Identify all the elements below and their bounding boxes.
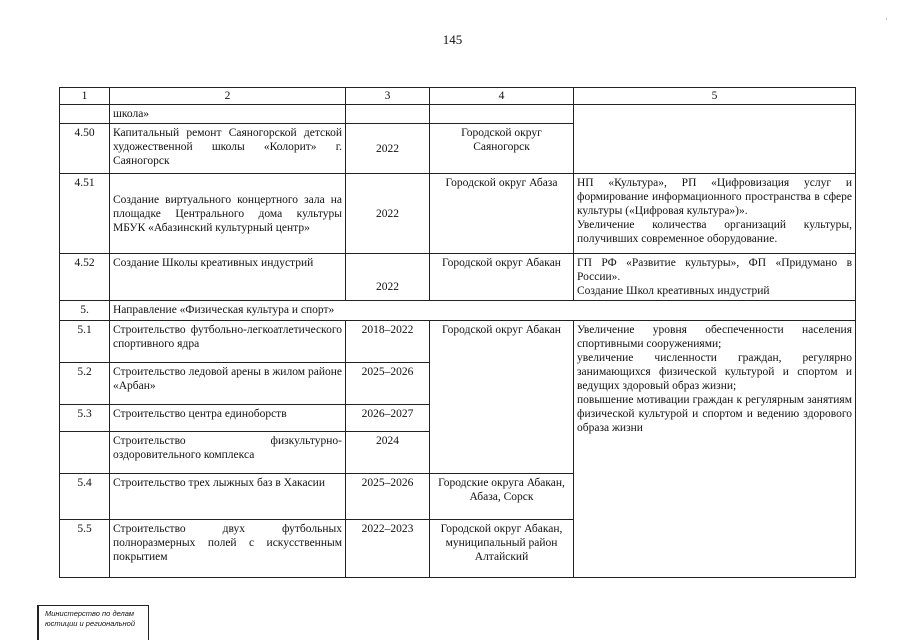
header-row [60, 88, 856, 105]
row-year: 2025–2026 [346, 474, 430, 520]
row-territory: Городской округ Абакан, муниципальный район Алтайский [430, 520, 574, 578]
row-name: Создание Школы креативных индустрий [110, 254, 346, 301]
row-name: Строительство футбольно-легкоатлетического спортивного ядра [110, 321, 346, 363]
plan-table [59, 87, 856, 578]
col-header-1: 1 [60, 88, 110, 105]
row-number: 5.5 [60, 520, 110, 578]
stamp-line-2: юстиции и региональной [45, 619, 136, 628]
row-year: 2022–2023 [346, 520, 430, 578]
row-number: 5.4 [60, 474, 110, 520]
registration-stamp [37, 605, 149, 640]
row-territory: Городской округ Саяногорск [430, 124, 574, 174]
row-year: 2025–2026 [346, 363, 430, 405]
section-row [60, 301, 856, 321]
row-year: 2022 [346, 124, 430, 174]
table-row [60, 321, 856, 363]
row-year: 2024 [346, 432, 430, 474]
row-name: Строительство двух футбольных полноразмерных полей с искусственным покрытием [110, 520, 346, 578]
row-year: 2022 [346, 254, 430, 301]
corner-mark: · [885, 14, 888, 24]
row-territory: Городской округ Абаза [430, 174, 574, 254]
col-header-3: 3 [346, 88, 430, 105]
section-title: Направление «Физическая культура и спорт» [110, 301, 856, 321]
row-name: Строительство ледовой арены в жилом районе «Арбан» [110, 363, 346, 405]
row-name: Строительство трех лыжных баз в Хакасии [110, 474, 346, 520]
row-number: 5.3 [60, 405, 110, 432]
col-header-4: 4 [430, 88, 574, 105]
row-name: Строительство физкультурно-оздоровительного комплекса [110, 432, 346, 474]
row-territory: Городской округ Абакан [430, 321, 574, 474]
col-header-5: 5 [574, 88, 856, 105]
row-name: Создание виртуального концертного зала на площадке Центрального дома культуры МБУК «Абазинский культурный центр» [110, 174, 346, 254]
row-number: 5.1 [60, 321, 110, 363]
row-year: 2018–2022 [346, 321, 430, 363]
section-number: 5. [60, 301, 110, 321]
row-number [60, 432, 110, 474]
table-row [60, 174, 856, 254]
row-name: Капитальный ремонт Саяногорской детской художественной школы «Колорит» г. Саяногорск [110, 124, 346, 174]
table-row [60, 105, 856, 124]
page-number: 145 [442, 32, 463, 47]
row-number: 4.50 [60, 124, 110, 174]
row-name: школа» [110, 105, 346, 124]
row-number: 5.2 [60, 363, 110, 405]
row-result: Увеличение уровня обеспеченности населения спортивными сооружениями; увеличение численности граждан, регулярно занимающихся физической культурой и спортом и ведущих здоровый образ жизни; повышение мотивации граждан к регулярным занятиям физической культурой и спортом и ведению здорового образа жизни [574, 321, 856, 578]
row-number: 4.52 [60, 254, 110, 301]
stamp-line-1: Министерство по делам [45, 609, 135, 618]
row-year: 2022 [346, 174, 430, 254]
row-year: 2026–2027 [346, 405, 430, 432]
row-territory: Городской округ Абакан [430, 254, 574, 301]
row-result: НП «Культура», РП «Цифровизация услуг и формирование информационного пространства в сфере культуры («Цифровая культура»)». Увеличение количества организаций культуры, получивших современное оборудование. [574, 174, 856, 254]
table-row [60, 254, 856, 301]
row-number: 4.51 [60, 174, 110, 254]
row-territory: Городские округа Абакан, Абаза, Сорск [430, 474, 574, 520]
row-result: ГП РФ «Развитие культуры», ФП «Придумано в России». Создание Школ креативных индустрий [574, 254, 856, 301]
col-header-2: 2 [110, 88, 346, 105]
row-name: Строительство центра единоборств [110, 405, 346, 432]
